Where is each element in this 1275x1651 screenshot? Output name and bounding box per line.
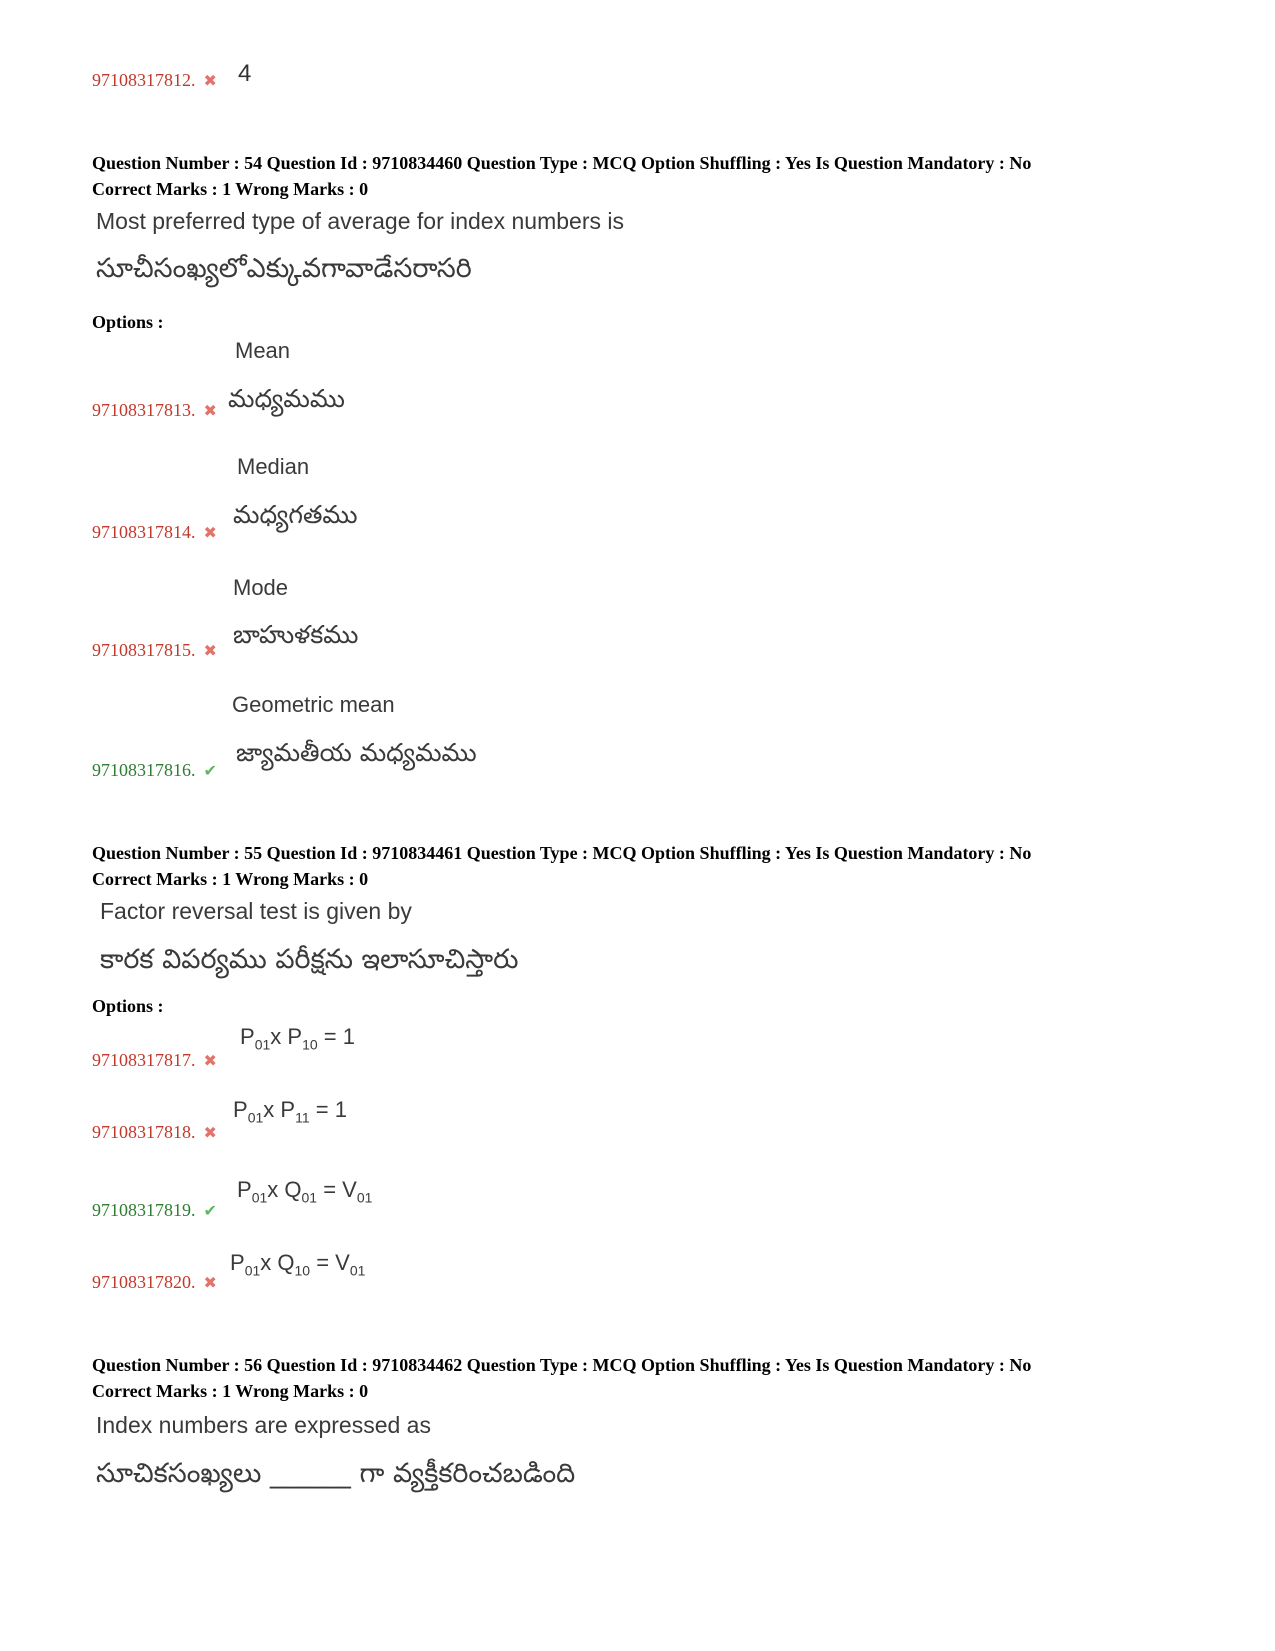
question-meta-line1: Question Number : 56 Question Id : 9710834462 Question Type : MCQ Option Shuffling : Yes Is Question Mandatory : No (92, 1355, 1032, 1375)
option-row[interactable] (92, 1200, 217, 1221)
options-label: Options : (92, 312, 164, 332)
option-formula: $P_{01}x$ $Q_{01} = V_{01}$ (237, 1177, 373, 1206)
question-text-telugu: కారక విపర్యము పరీక్షను ఇలాసూచిస్తారు (100, 944, 519, 975)
question-text-english: Factor reversal test is given by (100, 898, 412, 924)
question-meta-line2: Correct Marks : 1 Wrong Marks : 0 (92, 179, 369, 199)
cross-mark-icon: ✖ (203, 1125, 217, 1142)
option-formula: $P_{01}x$ $Q_{10} = V_{01}$ (230, 1250, 366, 1279)
option-row[interactable] (92, 1122, 217, 1143)
option-formula: $P_{01}x$ $P_{10} = 1$ (240, 1024, 355, 1053)
option-row[interactable] (92, 522, 217, 543)
question-text-telugu: సూచీసంఖ్యలోఎక్కువగావాడేసరాసరి (96, 253, 472, 284)
options-label: Options : (92, 996, 164, 1016)
option-text-english: Median (237, 454, 310, 479)
option-text-telugu: మధ్యమము (228, 384, 345, 413)
question-meta-line2: Correct Marks : 1 Wrong Marks : 0 (92, 869, 369, 889)
option-text-telugu: మధ్యగతము (233, 500, 358, 529)
option-formula: $P_{01}x$ $P_{11} = 1$ (233, 1097, 347, 1126)
option-text-telugu: జ్యామతీయ మధ్యమము (236, 738, 477, 767)
question-text-telugu: సూచికసంఖ్యలు ______ గా వ్యక్తీకరించబడింది (96, 1458, 576, 1489)
question-text-english: Index numbers are expressed as (96, 1412, 431, 1438)
question-meta-line2: Correct Marks : 1 Wrong Marks : 0 (92, 1381, 369, 1401)
option-row[interactable] (92, 1050, 217, 1071)
option-row-prev (92, 70, 217, 91)
check-mark-icon: ✔ (203, 1203, 217, 1220)
cross-mark-icon: ✖ (203, 1275, 217, 1292)
option-row[interactable] (92, 400, 217, 421)
option-text-english: Mean (235, 338, 291, 363)
cross-mark-icon: ✖ (203, 643, 217, 660)
option-text-english: Geometric mean (232, 692, 395, 717)
option-text-telugu: బాహుళకము (233, 620, 359, 649)
option-id: 97108317815. (92, 640, 196, 660)
option-value: 4 (238, 60, 252, 87)
option-id: 97108317819. (92, 1200, 196, 1220)
check-mark-icon: ✔ (203, 763, 217, 780)
option-row[interactable] (92, 1272, 217, 1293)
question-meta-line1: Question Number : 55 Question Id : 9710834461 Question Type : MCQ Option Shuffling : Yes Is Question Mandatory : No (92, 843, 1032, 863)
question-text-english: Most preferred type of average for index numbers is (96, 208, 624, 234)
option-row[interactable] (92, 760, 217, 781)
option-id: 97108317820. (92, 1272, 196, 1292)
option-id: 97108317814. (92, 522, 196, 542)
option-id: 97108317818. (92, 1122, 196, 1142)
option-id: 97108317813. (92, 400, 196, 420)
cross-mark-icon: ✖ (203, 1053, 217, 1070)
option-text-english: Mode (233, 575, 289, 600)
option-id: 97108317812. (92, 70, 196, 90)
option-id: 97108317817. (92, 1050, 196, 1070)
cross-mark-icon: ✖ (203, 403, 217, 420)
question-meta-line1: Question Number : 54 Question Id : 9710834460 Question Type : MCQ Option Shuffling : Yes Is Question Mandatory : No (92, 153, 1032, 173)
cross-mark-icon: ✖ (203, 525, 217, 542)
option-row[interactable] (92, 640, 217, 661)
option-id: 97108317816. (92, 760, 196, 780)
cross-mark-icon: ✖ (203, 73, 217, 90)
